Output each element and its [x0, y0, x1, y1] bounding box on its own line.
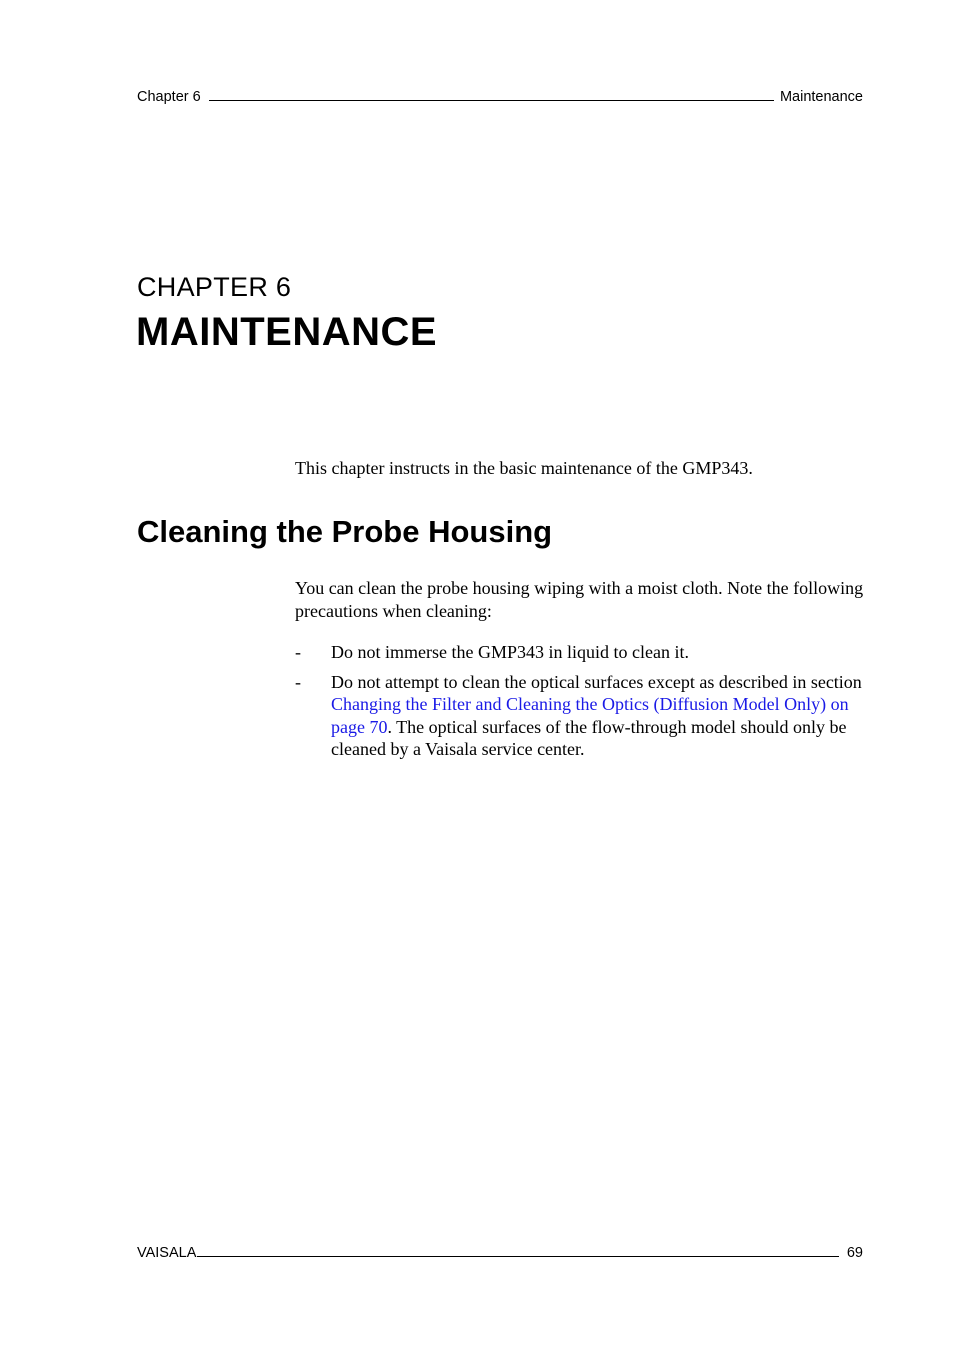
- footer-company: VAISALA: [137, 1245, 197, 1261]
- body-paragraph: You can clean the probe housing wiping with a moist cloth. Note the following precautions when cleaning:: [295, 578, 864, 621]
- bullet-dash: -: [295, 671, 301, 692]
- header-rule: [209, 100, 774, 101]
- header-chapter: Chapter 6: [137, 89, 201, 105]
- list-item: [295, 671, 865, 761]
- intro-paragraph: This chapter instructs in the basic maintenance of the GMP343.: [295, 458, 753, 478]
- running-header: [137, 87, 863, 105]
- precautions-list: [295, 641, 865, 768]
- bullet-text-before: Do not attempt to clean the optical surfaces except as described in section: [331, 671, 862, 692]
- section-heading: Cleaning the Probe Housing: [137, 514, 553, 549]
- chapter-title: MAINTENANCE: [136, 310, 438, 354]
- header-section: Maintenance: [779, 89, 863, 105]
- cross-reference-link[interactable]: Changing the Filter and Cleaning the Optics (Diffusion Model Only) on page 70: [331, 694, 849, 737]
- page-number: 69: [846, 1245, 863, 1261]
- bullet-text: [331, 671, 865, 761]
- list-item: [295, 641, 865, 664]
- running-footer: [137, 1243, 863, 1261]
- chapter-label: CHAPTER 6: [137, 272, 292, 302]
- footer-rule: [197, 1256, 838, 1257]
- bullet-dash: -: [295, 642, 301, 662]
- bullet-text-after: . The optical surfaces of the flow-through model should only be cleaned by a Vaisala service center.: [331, 716, 847, 759]
- bullet-text: Do not immerse the GMP343 in liquid to clean it.: [331, 642, 689, 662]
